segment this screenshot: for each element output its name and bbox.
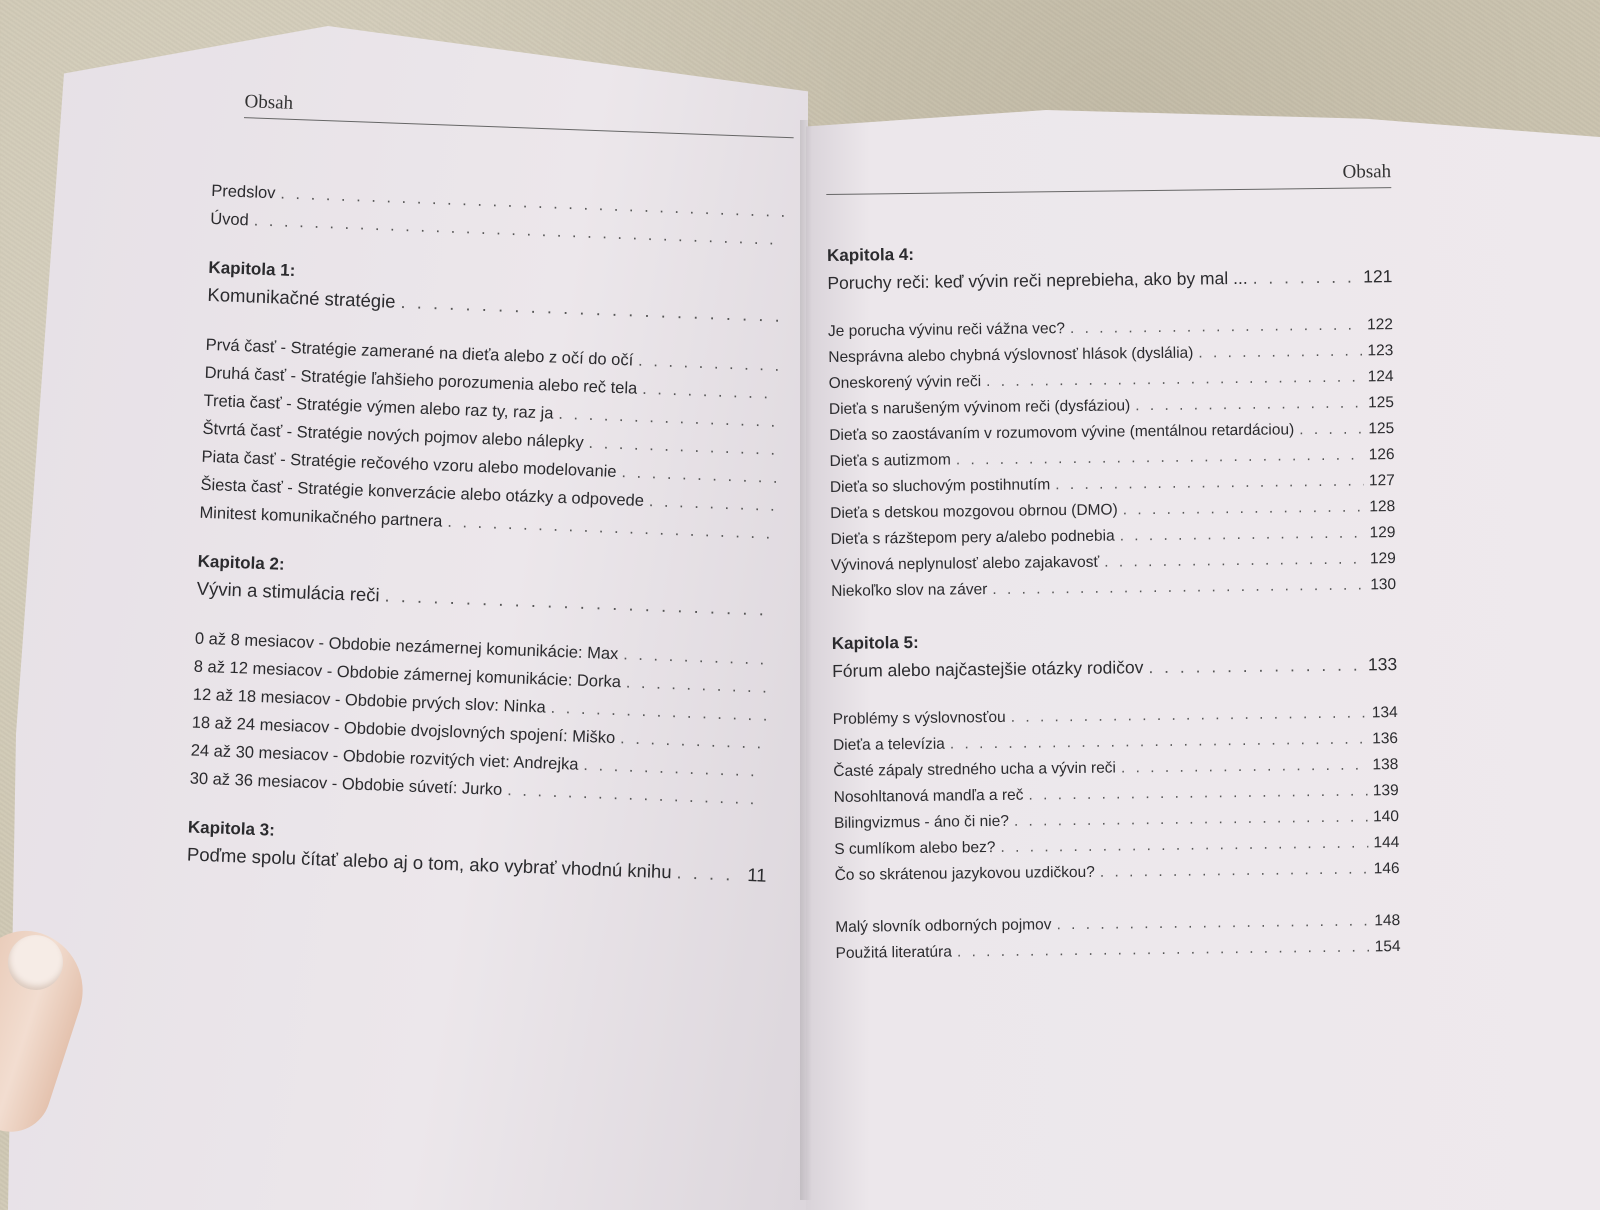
chapter-1 <box>199 255 789 548</box>
right-header <box>826 161 1391 195</box>
dot-leader <box>957 934 1370 965</box>
toc-entry-page: 129 <box>1369 524 1396 542</box>
dot-leader <box>1100 856 1369 885</box>
toc-entry-text: Piata časť - Stratégie rečového vzoru alebo modelovanie <box>201 447 617 481</box>
toc-entry-text: Použitá literatúra <box>835 943 953 962</box>
chapter-page: 121 <box>1363 266 1393 287</box>
toc-entry-text: Prvá časť - Stratégie zamerané na dieťa alebo z očí do očí <box>205 335 634 370</box>
toc-entry-page: 127 <box>1368 472 1395 490</box>
dot-leader <box>1123 494 1365 523</box>
chapter-page: 133 <box>1367 654 1398 675</box>
toc-entry <box>831 572 1396 605</box>
toc-entry-page: 140 <box>1372 808 1400 826</box>
dot-leader <box>1148 650 1363 681</box>
dot-leader <box>1299 416 1363 443</box>
chapter-label: Kapitola 3: <box>187 817 276 840</box>
toc-entry-text: 30 až 36 mesiacov - Obdobie súvetí: Jurko <box>189 769 503 799</box>
toc-entry-page: 144 <box>1373 834 1400 852</box>
toc-entry-text: Dieťa a televízia <box>832 735 945 754</box>
toc-entry-page: 154 <box>1374 938 1401 956</box>
toc-entry-page: 126 <box>1368 446 1395 464</box>
toc-entry-text: Dieťa s narušeným vývinom reči (dysfáziou) <box>828 397 1131 418</box>
toc-entry-text: Problémy s výslovnosťou <box>832 708 1006 728</box>
toc-entry-page: 129 <box>1369 550 1396 568</box>
toc-entry-page: 139 <box>1372 782 1399 800</box>
toc-entry-text: Malý slovník odborných pojmov <box>835 916 1052 936</box>
dot-leader <box>1252 263 1358 292</box>
chapter-5 <box>832 624 1400 889</box>
dot-leader <box>1119 520 1364 549</box>
toc-entry-text: Dieťa s autizmom <box>829 451 951 470</box>
chapter-title: Fórum alebo najčastejšie otázky rodičov <box>832 657 1144 681</box>
chapter-4 <box>827 236 1396 605</box>
toc-entry-text: Dieťa so sluchovým postihnutím <box>829 476 1051 496</box>
toc-entry-text: 0 až 8 mesiacov - Obdobie nezámernej komunikácie: Max <box>194 629 619 664</box>
toc-entry-page: 146 <box>1373 860 1400 878</box>
dot-leader <box>676 858 743 888</box>
toc-entry-text: Čo so skrátenou jazykovou uzdičkou? <box>834 863 1095 884</box>
toc-entry <box>834 856 1399 889</box>
toc-entry-text: 18 až 24 mesiacov - Obdobie dvojslovných spojení: Miško <box>191 713 616 748</box>
right-header-title: Obsah <box>1342 161 1392 183</box>
chapter-title: Vývin a stimulácia reči <box>196 577 381 606</box>
dot-leader <box>1056 908 1369 938</box>
toc-entry-page: 134 <box>1371 704 1398 722</box>
dot-leader <box>1104 546 1365 575</box>
chapter-label: Kapitola 1: <box>208 257 296 281</box>
dot-leader <box>1055 468 1364 498</box>
chapter-label: Kapitola 2: <box>197 551 285 574</box>
back-matter <box>835 908 1401 967</box>
toc-entry-text: Dieťa s rázštepom pery a/alebo podnebia <box>830 527 1115 548</box>
toc-entry-page: 130 <box>1370 576 1397 594</box>
toc-entry-page: 125 <box>1367 394 1395 412</box>
chapter-title: Poruchy reči: keď vývin reči neprebieha, ako by mal ... <box>827 267 1248 293</box>
toc-entry-text: 12 až 18 mesiacov - Obdobie prvých slov: Ninka <box>192 685 547 717</box>
toc-entry-text: Vývinová neplynulosť alebo zajakavosť <box>830 553 1100 574</box>
chapter-title: Komunikačné stratégie <box>207 283 396 312</box>
toc-entry-text: S cumlíkom alebo bez? <box>834 838 996 858</box>
toc-entry-page: 123 <box>1367 342 1394 360</box>
chapter-title: Poďme spolu čítať alebo aj o tom, ako vybrať vhodnú knihu <box>186 843 672 883</box>
left-toc <box>186 90 794 890</box>
front-matter <box>210 177 792 254</box>
toc-entry-text: Dieťa so zaostávaním v rozumovom vývine (mentálnou retardáciou) <box>829 421 1295 444</box>
toc-entry-page: 128 <box>1369 498 1396 516</box>
toc-entry-text: Je porucha vývinu reči vážna vec? <box>827 320 1066 340</box>
toc-entry-text: Šiesta časť - Stratégie konverzácie alebo otázky a odpovede <box>200 475 645 510</box>
toc-entry-text: 8 až 12 mesiacov - Obdobie zámernej komunikácie: Dorka <box>193 657 622 692</box>
chapter-2 <box>189 549 778 814</box>
toc-entry-text: Nesprávna alebo chybná výslovnosť hlások (dyslália) <box>828 344 1194 366</box>
dot-leader <box>1198 338 1362 366</box>
toc-entry-text: Predslov <box>210 181 276 203</box>
toc-entry-page: 125 <box>1368 420 1395 438</box>
dot-leader <box>1135 390 1363 419</box>
dot-leader <box>1121 752 1368 781</box>
chapter-label: Kapitola 5: <box>831 632 919 653</box>
toc-entry-page: 122 <box>1366 316 1394 334</box>
toc-entry-page: 148 <box>1374 912 1401 930</box>
toc-entry-text: Niekoľko slov na záver <box>831 581 988 600</box>
toc-entry-text: Štvrtá časť - Stratégie nových pojmov alebo nálepky <box>202 419 584 452</box>
right-toc <box>826 161 1401 967</box>
toc-entry-text: Druhá časť - Stratégie ľahšieho porozumenia alebo reč tela <box>204 363 638 398</box>
left-header-title: Obsah <box>244 91 294 114</box>
toc-entry-text: Oneskorený vývin reči <box>828 373 982 392</box>
toc-entry-text: Bilingvizmus - áno či nie? <box>833 812 1009 832</box>
toc-entry-page: 124 <box>1367 368 1394 386</box>
toc-entry-text: Minitest komunikačného partnera <box>199 503 443 531</box>
chapter-label: Kapitola 4: <box>826 244 915 265</box>
toc-entry-text: 24 až 30 mesiacov - Obdobie rozvitých viet: Andrejka <box>190 741 579 774</box>
toc-entry-page: 138 <box>1372 756 1399 774</box>
dot-leader <box>992 572 1365 603</box>
book-gutter <box>800 120 812 1200</box>
toc-entry-text: Časté zápaly stredného ucha a vývin reči <box>833 759 1117 780</box>
toc-entry-text: Úvod <box>209 209 250 230</box>
toc-entry-page: 136 <box>1372 730 1399 748</box>
toc-entry-text: Tretia časť - Stratégie výmen alebo raz ty, raz ja <box>203 391 554 423</box>
chapter-page: 11 <box>747 864 767 886</box>
toc-entry-text: Dieťa s detskou mozgovou obrnou (DMO) <box>830 501 1118 522</box>
dot-leader <box>1070 312 1362 342</box>
toc-entry-text: Nosohltanová mandľa a reč <box>833 786 1024 806</box>
